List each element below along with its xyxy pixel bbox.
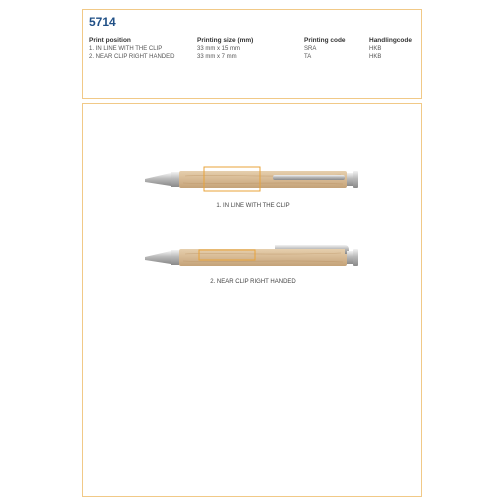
table-cell: 1. IN LINE WITH THE CLIP <box>89 46 163 52</box>
column-print-position <box>89 37 174 61</box>
pen-view-1 <box>145 167 358 191</box>
pen-plunger <box>353 249 358 266</box>
table-cell: HKB <box>369 46 382 52</box>
column-printing-size <box>197 37 253 61</box>
header-handling-code: Handlingcode <box>369 37 412 44</box>
caption-view-2: 2. NEAR CLIP RIGHT HANDED <box>210 279 296 285</box>
table-cell: SRA <box>304 46 317 52</box>
pen-tip-collar <box>171 250 179 265</box>
header-printing-size: Printing size (mm) <box>197 37 254 44</box>
table-cell: 2. NEAR CLIP RIGHT HANDED <box>89 54 175 60</box>
pen-end-cap <box>347 251 353 264</box>
pen-illustrations <box>83 104 421 496</box>
pen-end-cap <box>347 173 353 186</box>
pen-barrel <box>179 249 347 266</box>
pen-plunger <box>353 171 358 188</box>
pen-tip-collar <box>171 172 179 187</box>
pen-tip <box>145 251 171 264</box>
table-cell: HKB <box>369 54 382 60</box>
product-image-panel <box>82 103 422 497</box>
header-print-position: Print position <box>89 37 131 44</box>
pen-clip <box>273 175 345 180</box>
table-cell: 33 mm x 7 mm <box>197 54 237 60</box>
header-printing-code: Printing code <box>304 37 346 44</box>
table-cell: TA <box>304 54 312 60</box>
pen-view-2 <box>145 245 358 266</box>
product-info-panel <box>82 9 422 99</box>
column-printing-code <box>304 37 346 61</box>
product-code: 5714 <box>89 15 116 29</box>
pen-tip <box>145 173 171 186</box>
table-cell: 33 mm x 15 mm <box>197 46 241 52</box>
caption-view-1: 1. IN LINE WITH THE CLIP <box>216 203 290 209</box>
column-handling-code <box>369 37 412 61</box>
